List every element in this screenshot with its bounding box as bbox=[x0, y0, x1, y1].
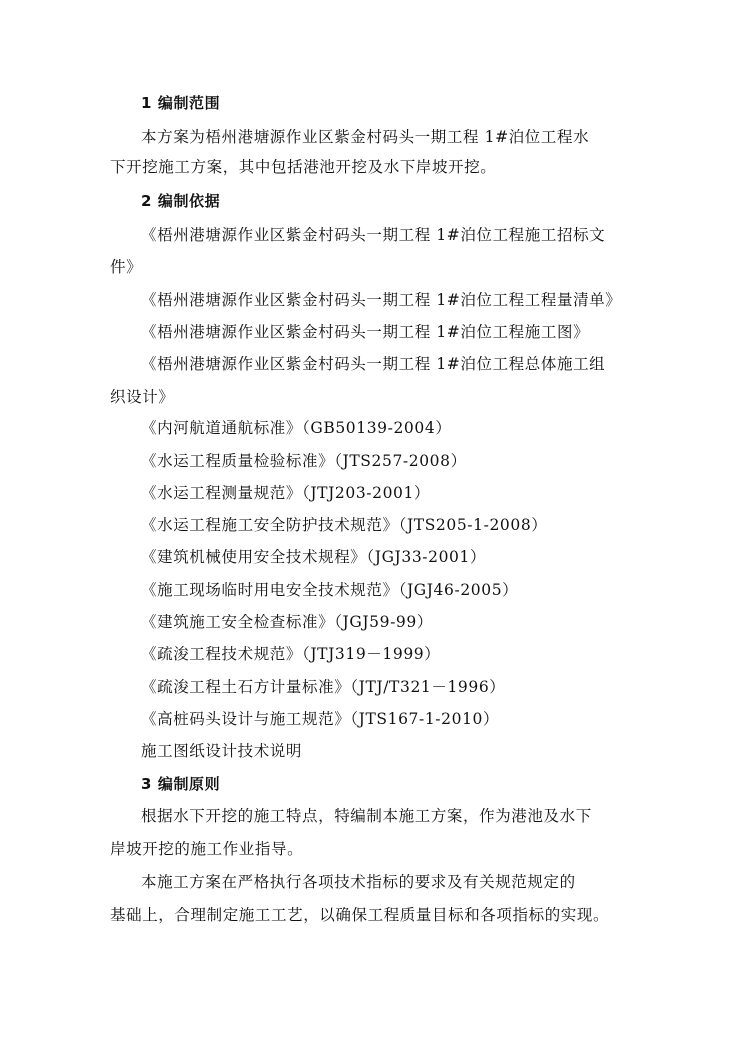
reference-line: 《高桩码头设计与施工规范》（JTS167-1-2010） bbox=[141, 710, 500, 728]
reference-line: 《水运工程测量规范》（JTJ203-2001） bbox=[141, 484, 431, 502]
reference-line: 《建筑机械使用安全技术规程》（JGJ33-2001） bbox=[141, 548, 487, 566]
reference-line: 《梧州港塘源作业区紫金村码头一期工程 1#泊位工程施工招标文 bbox=[141, 226, 606, 244]
reference-line: 织设计》 bbox=[110, 388, 175, 406]
reference-line: 《疏浚工程技术规范》（JTJ319－1999） bbox=[141, 645, 441, 663]
reference-line: 《内河航道通航标准》（GB50139-2004） bbox=[141, 419, 452, 437]
paragraph-line: 下开挖施工方案，其中包括港池开挖及水下岸坡开挖。 bbox=[110, 158, 497, 176]
paragraph-line: 本施工方案在严格执行各项技术指标的要求及有关规范规定的 bbox=[141, 873, 576, 891]
paragraph-line: 岸坡开挖的施工作业指导。 bbox=[110, 840, 304, 858]
reference-line: 《水运工程施工安全防护技术规范》（JTS205-1-2008） bbox=[141, 516, 548, 534]
paragraph-line: 基础上，合理制定施工工艺，以确保工程质量目标和各项指标的实现。 bbox=[110, 906, 610, 924]
reference-line: 施工图纸设计技术说明 bbox=[141, 742, 303, 760]
paragraph-line: 本方案为梧州港塘源作业区紫金村码头一期工程 1#泊位工程水 bbox=[141, 128, 590, 146]
reference-line: 《梧州港塘源作业区紫金村码头一期工程 1#泊位工程施工图》 bbox=[141, 323, 590, 341]
reference-line: 《水运工程质量检验标准》（JTS257-2008） bbox=[141, 452, 467, 470]
reference-line: 《施工现场临时用电安全技术规范》（JGJ46-2005） bbox=[141, 581, 519, 599]
reference-line: 《梧州港塘源作业区紫金村码头一期工程 1#泊位工程总体施工组 bbox=[141, 355, 606, 373]
section-heading-1: 1 编制范围 bbox=[141, 94, 221, 112]
section-heading-3: 3 编制原则 bbox=[141, 775, 221, 793]
reference-line: 《梧州港塘源作业区紫金村码头一期工程 1#泊位工程工程量清单》 bbox=[141, 291, 622, 309]
reference-line: 《建筑施工安全检查标准》（JGJ59-99） bbox=[141, 613, 433, 631]
reference-line: 件》 bbox=[110, 258, 143, 276]
paragraph-line: 根据水下开挖的施工特点，特编制本施工方案，作为港池及水下 bbox=[141, 807, 592, 825]
section-heading-2: 2 编制依据 bbox=[141, 192, 221, 210]
reference-line: 《疏浚工程土石方计量标准》（JTJ/T321－1996） bbox=[141, 678, 506, 696]
